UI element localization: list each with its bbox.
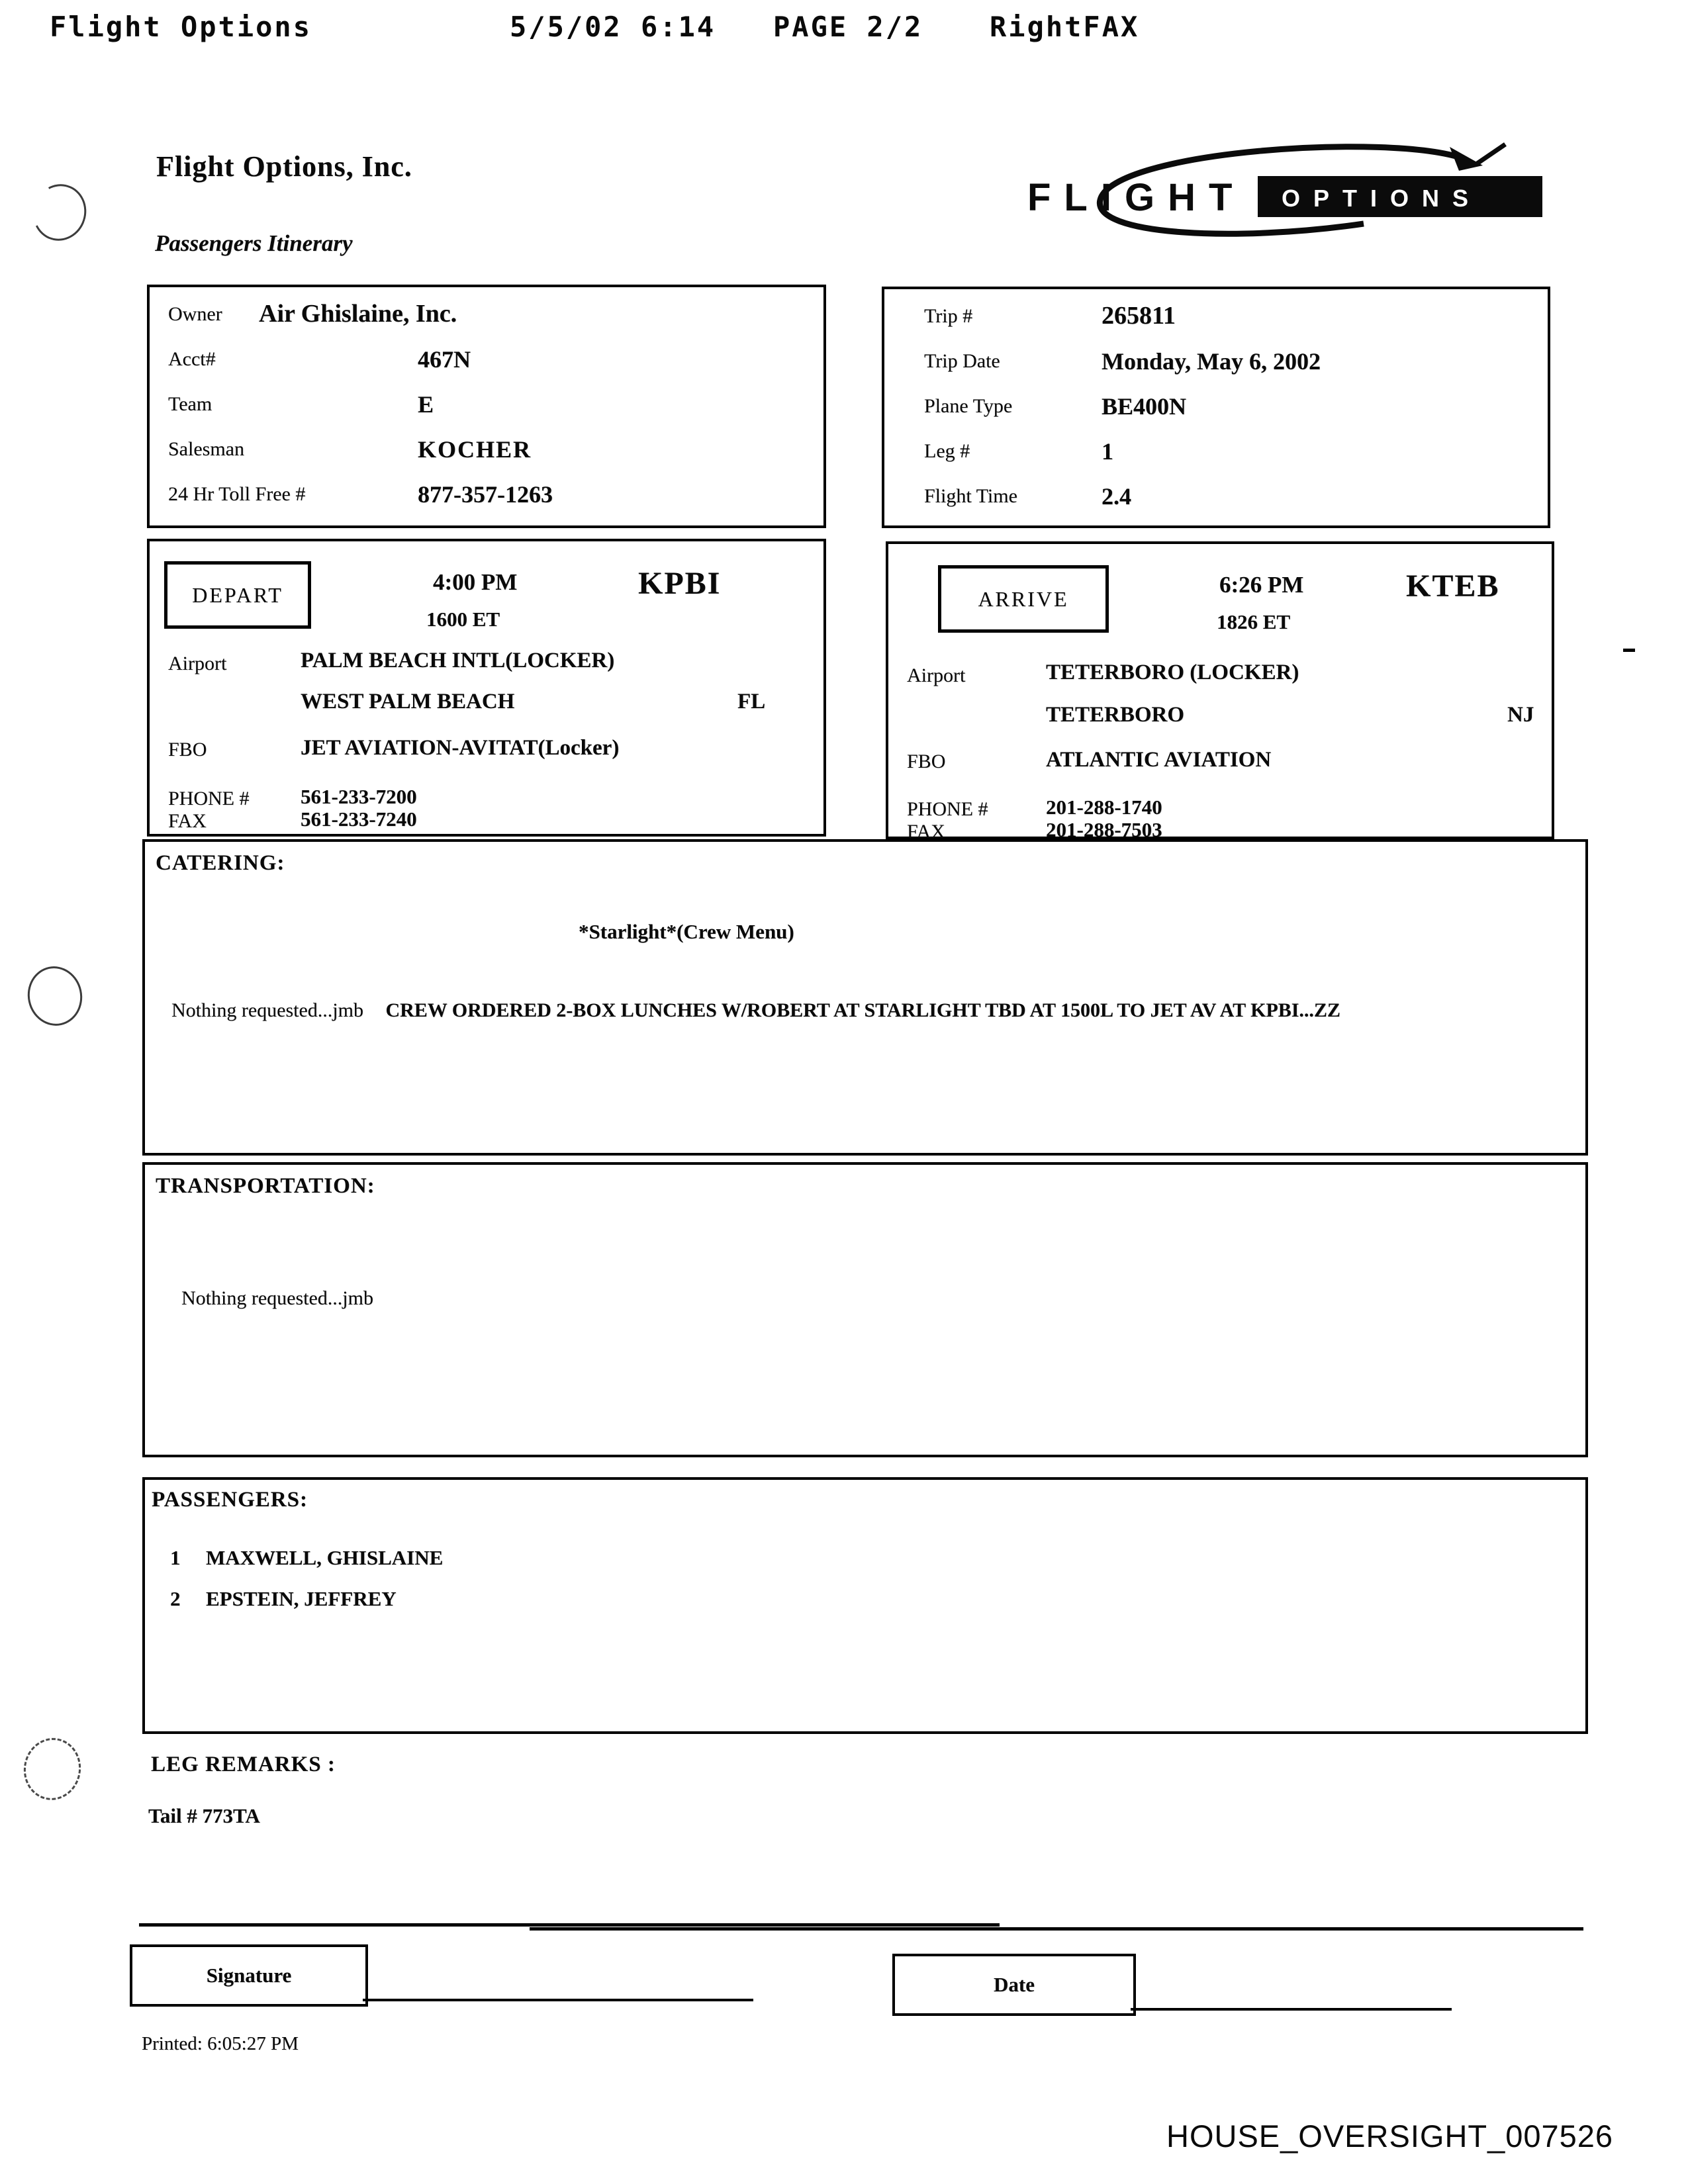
- plane-type-value: BE400N: [1102, 393, 1187, 420]
- catering-note-caps: CREW ORDERED 2-BOX LUNCHES W/ROBERT AT STARLIGHT TBD AT 1500L TO JET AV AT KPBI...ZZ: [385, 999, 1340, 1021]
- depart-state: FL: [737, 690, 766, 713]
- bates-stamp: HOUSE_OVERSIGHT_007526: [1166, 2118, 1614, 2154]
- catering-note: [171, 999, 1340, 1022]
- depart-box: [147, 539, 826, 837]
- catering-box: [142, 839, 1588, 1156]
- company-name: Flight Options, Inc.: [156, 150, 412, 183]
- fax-sender: Flight Options: [50, 11, 312, 43]
- signature-box: [130, 1944, 368, 2007]
- tail-number: Tail # 773TA: [148, 1804, 260, 1827]
- printed-timestamp: Printed: 6:05:27 PM: [142, 2033, 299, 2054]
- flight-time-label: Flight Time: [924, 485, 1017, 507]
- fax-page-count: PAGE 2/2: [773, 11, 923, 43]
- trip-date-value: Monday, May 6, 2002: [1102, 348, 1321, 375]
- catering-menu: *Starlight*(Crew Menu): [579, 920, 794, 943]
- owner-value: Air Ghislaine, Inc.: [259, 300, 457, 328]
- depart-header-box: [164, 561, 311, 629]
- transportation-box: [142, 1162, 1588, 1457]
- owner-info-box: [147, 285, 826, 528]
- tollfree-value: 877-357-1263: [418, 481, 553, 508]
- document-title: Passengers Itinerary: [155, 230, 353, 256]
- tollfree-label: 24 Hr Toll Free #: [168, 483, 306, 505]
- depart-fbo-label: FBO: [168, 739, 207, 760]
- fax-system-name: RightFAX: [990, 11, 1140, 43]
- transportation-note: Nothing requested...jmb: [181, 1287, 373, 1309]
- date-line: [1131, 2008, 1452, 2011]
- acct-value: 467N: [418, 346, 471, 373]
- arrive-header-box: [938, 565, 1109, 633]
- leg-number-value: 1: [1102, 438, 1113, 465]
- logo-arrowhead-icon: [1450, 147, 1483, 171]
- depart-airport-label: Airport: [168, 653, 227, 674]
- depart-time-et: 1600 ET: [426, 608, 500, 631]
- arrive-airport-name: TETERBORO (LOCKER): [1046, 660, 1299, 684]
- team-label: Team: [168, 393, 212, 415]
- catering-title: CATERING:: [156, 851, 285, 875]
- owner-label: Owner: [168, 303, 222, 325]
- scan-artifact-dash: [1623, 649, 1635, 652]
- arrive-time-et: 1826 ET: [1217, 610, 1291, 633]
- acct-label: Acct#: [168, 348, 216, 370]
- depart-airport-name: PALM BEACH INTL(LOCKER): [301, 649, 615, 672]
- trip-date-label: Trip Date: [924, 350, 1000, 372]
- plane-type-label: Plane Type: [924, 395, 1013, 417]
- date-label: Date: [994, 1973, 1035, 1996]
- passenger-1-number: 1: [170, 1546, 181, 1569]
- depart-fax: 561-233-7240: [301, 807, 417, 831]
- fax-datetime: 5/5/02 6:14: [510, 11, 716, 43]
- arrive-city: TETERBORO: [1046, 703, 1185, 727]
- arrive-airport-code: KTEB: [1406, 569, 1500, 604]
- passengers-title: PASSENGERS:: [152, 1488, 308, 1512]
- arrive-airport-label: Airport: [907, 664, 966, 686]
- date-box: [892, 1954, 1136, 2016]
- signature-label: Signature: [206, 1964, 292, 1987]
- salesman-label: Salesman: [168, 438, 244, 460]
- depart-header-label: DEPART: [192, 582, 283, 607]
- depart-phone-label: PHONE #: [168, 788, 250, 809]
- arrive-fax-label: FAX: [907, 821, 945, 842]
- footer-rule-left: [139, 1923, 1000, 1927]
- depart-time-local: 4:00 PM: [433, 569, 518, 595]
- flight-time-value: 2.4: [1102, 483, 1131, 510]
- arrive-fax: 201-288-7503: [1046, 818, 1162, 841]
- arrive-phone-label: PHONE #: [907, 798, 988, 820]
- leg-number-label: Leg #: [924, 440, 970, 462]
- hole-punch-middle: [23, 961, 88, 1030]
- transportation-title: TRANSPORTATION:: [156, 1174, 375, 1198]
- leg-remarks-title: LEG REMARKS :: [151, 1752, 336, 1776]
- footer-rule-right: [530, 1927, 1583, 1931]
- passengers-box: [142, 1477, 1588, 1734]
- hole-punch-top: [26, 177, 94, 248]
- passenger-2-name: EPSTEIN, JEFFREY: [206, 1587, 397, 1610]
- logo-flight-text: FLIGHT: [1027, 176, 1246, 219]
- passenger-2-number: 2: [170, 1587, 181, 1610]
- depart-fax-label: FAX: [168, 810, 207, 832]
- arrive-state: NJ: [1507, 703, 1534, 727]
- trip-number-label: Trip #: [924, 305, 973, 327]
- signature-line: [363, 1999, 753, 2001]
- logo-tail-stroke: [1476, 144, 1505, 164]
- flight-options-logo: [1019, 136, 1549, 242]
- trip-number-value: 265811: [1102, 302, 1176, 330]
- trip-info-box: [882, 287, 1550, 528]
- depart-fbo-name: JET AVIATION-AVITAT(Locker): [301, 736, 620, 760]
- arrive-box: [886, 541, 1554, 842]
- arrive-header-label: ARRIVE: [978, 586, 1069, 611]
- depart-airport-code: KPBI: [638, 566, 722, 601]
- depart-city: WEST PALM BEACH: [301, 690, 515, 713]
- arrive-fbo-name: ATLANTIC AVIATION: [1046, 748, 1272, 772]
- passenger-1-name: MAXWELL, GHISLAINE: [206, 1546, 444, 1569]
- depart-phone: 561-233-7200: [301, 785, 417, 808]
- hole-punch-bottom: [19, 1733, 85, 1805]
- team-value: E: [418, 391, 434, 418]
- arrive-fbo-label: FBO: [907, 751, 946, 772]
- logo-options-text: OPTIONS: [1282, 185, 1482, 212]
- arrive-time-local: 6:26 PM: [1219, 572, 1304, 598]
- salesman-value: KOCHER: [418, 436, 532, 463]
- catering-note-plain: Nothing requested...jmb: [171, 999, 363, 1021]
- arrive-phone: 201-288-1740: [1046, 796, 1162, 819]
